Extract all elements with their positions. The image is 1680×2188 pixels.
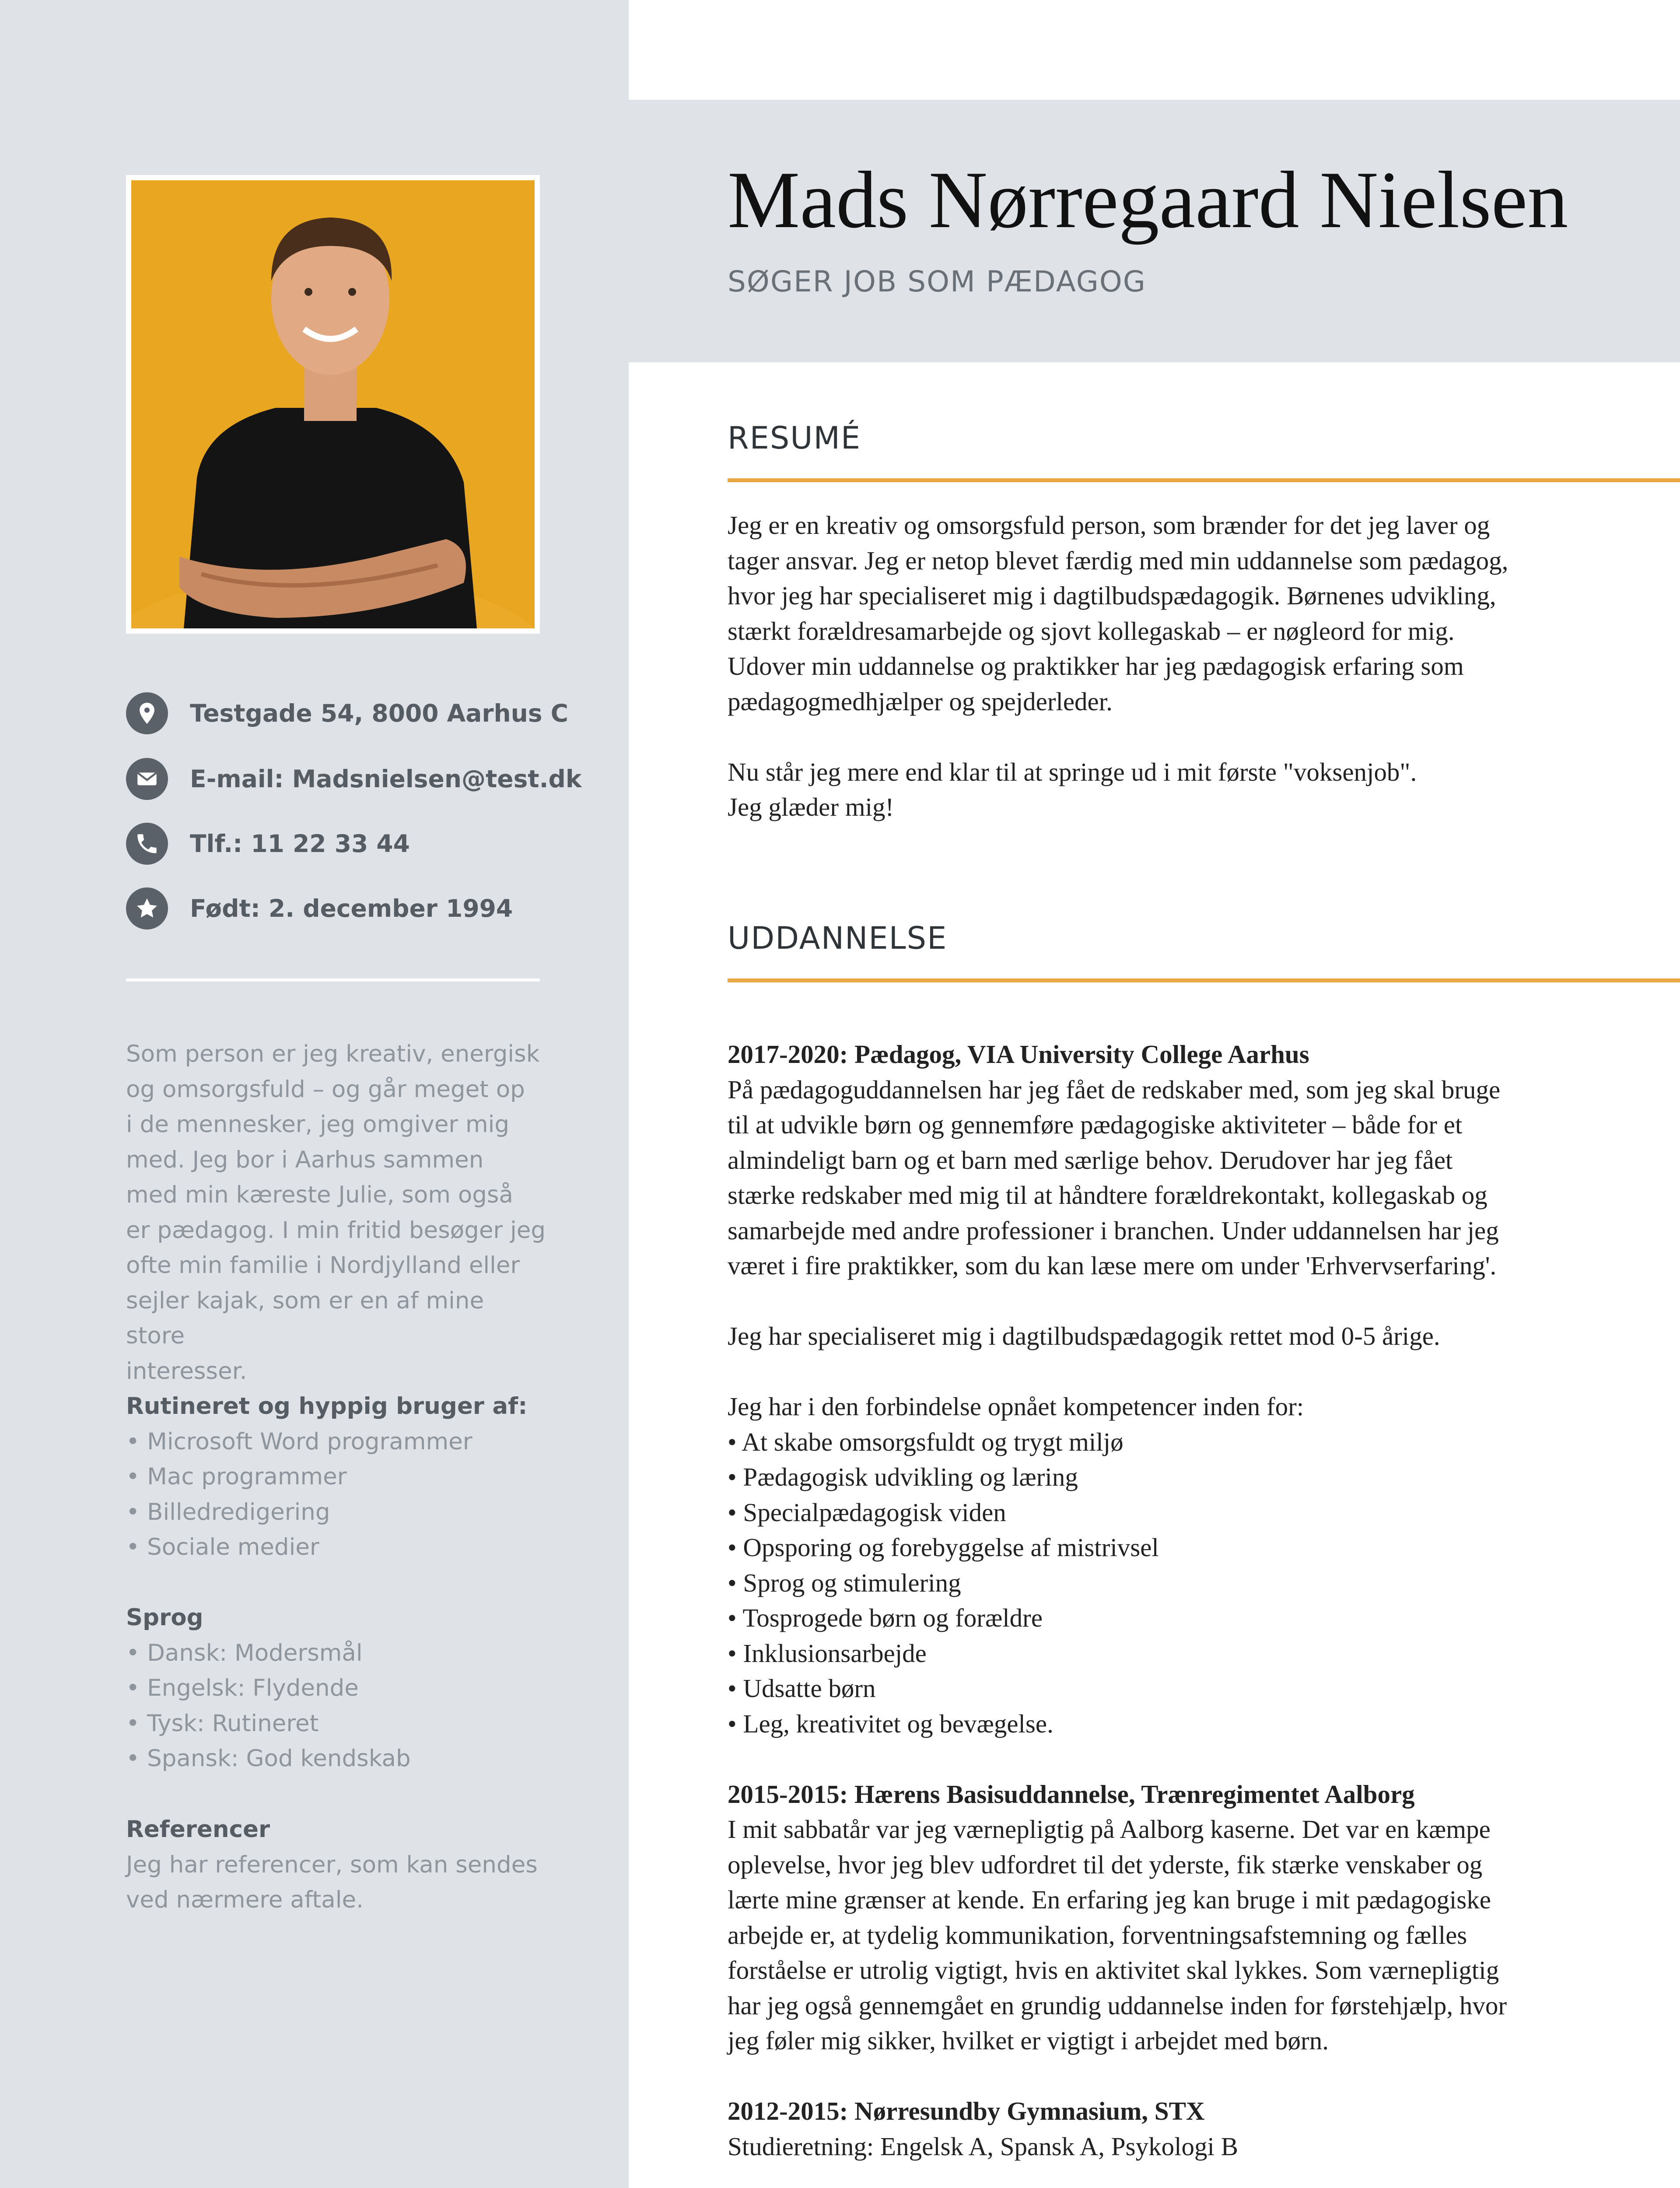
skill-item: • Sociale medier [126, 1530, 546, 1565]
language-item: • Tysk: Rutineret [126, 1706, 546, 1742]
education-line: stærke redskaber med mig til at håndtere forældrekontakt, kollegaskab og [728, 1181, 1488, 1210]
education-title: UDDANNELSE [728, 920, 948, 956]
resume-line: hvor jeg har specialiseret mig i dagtilbudspædagogik. Børnenes udvikling, [728, 581, 1496, 610]
resume-text [728, 508, 1611, 825]
competence-item: • Tosprogede børn og forældre [728, 1600, 1611, 1636]
contact-email [126, 757, 582, 801]
education-underline [728, 978, 1680, 982]
resume-title: RESUMÉ [728, 420, 861, 456]
language-item: • Dansk: Modersmål [126, 1636, 546, 1671]
about-line: med min kæreste Julie, som også [126, 1182, 513, 1208]
resume-line: Jeg glæder mig! [728, 792, 894, 821]
education-line: samarbejde med andre professioner i branchen. Under uddannelsen har jeg [728, 1216, 1499, 1245]
skill-item: • Billedredigering [126, 1495, 546, 1530]
education-line: På pædagoguddannelsen har jeg fået de redskaber med, som jeg skal bruge [728, 1075, 1501, 1104]
about-line: ofte min familie i Nordjylland eller [126, 1252, 520, 1279]
languages-section [126, 1600, 546, 1777]
skill-item: • Microsoft Word programmer [126, 1424, 546, 1460]
about-line: i de mennesker, jeg omgiver mig [126, 1111, 510, 1138]
competence-item: • Specialpædagogisk viden [728, 1495, 1611, 1530]
resume-line: Jeg er en kreativ og omsorgsfuld person, som brænder for det jeg laver og [728, 511, 1490, 540]
references-line: ved nærmere aftale. [126, 1886, 364, 1913]
education-line: arbejde er, at tydelig kommunikation, forventningsafstemning og fælles [728, 1920, 1467, 1950]
education-text [728, 1037, 1611, 2188]
contact-address [126, 691, 569, 735]
references-line: Jeg har referencer, som kan sendes [126, 1851, 538, 1878]
education-line: lærte mine grænser at kende. En erfaring jeg kan bruge i mit pædagogiske [728, 1885, 1491, 1914]
competence-item: • Inklusionsarbejde [728, 1636, 1611, 1671]
education-line: almindeligt barn og et barn med særlige behov. Derudover har jeg fået [728, 1145, 1453, 1175]
education-line: har jeg også gennemgået en grundig uddannelse inden for førstehjælp, hvor [728, 1991, 1507, 2020]
about-text [126, 1037, 546, 1389]
about-line: Som person er jeg kreativ, energisk [126, 1041, 540, 1067]
competence-item: • Pædagogisk udvikling og læring [728, 1459, 1611, 1495]
resume-underline [728, 478, 1680, 482]
skills-section [126, 1389, 546, 1565]
person-name: Mads Nørregaard Nielsen [728, 155, 1568, 245]
education-line: til at udvikle børn og gennemføre pædagogiske aktiviteter – både for et [728, 1110, 1463, 1139]
language-item: • Engelsk: Flydende [126, 1671, 546, 1706]
email-text[interactable]: E-mail: Madsnielsen@test.dk [190, 765, 582, 793]
about-line: er pædagog. I min fritid besøger jeg [126, 1217, 546, 1244]
skill-item: • Mac programmer [126, 1459, 546, 1495]
about-line: interesser. [126, 1357, 247, 1385]
job-subtitle: SØGER JOB SOM PÆDAGOG [728, 265, 1146, 298]
education-line: været i fire praktikker, som du kan læse mere om under 'Erhvervserfaring'. [728, 1251, 1497, 1280]
resume-line: Nu står jeg mere end klar til at springe ud i mit første "voksenjob". [728, 757, 1417, 786]
contact-birth [126, 887, 564, 930]
competence-list [728, 1424, 1611, 1742]
birth-text: Født: 2. december 1994 [190, 894, 513, 922]
resume-line: tager ansvar. Jeg er netop blevet færdig med min uddannelse som pædagog, [728, 546, 1508, 575]
languages-heading: Sprog [126, 1604, 203, 1631]
languages-list [126, 1636, 546, 1777]
about-line: sejler kajak, som er en af mine store [126, 1287, 484, 1349]
skills-list [126, 1424, 546, 1565]
skills-heading: Rutineret og hyppig bruger af: [126, 1393, 528, 1420]
education-line: jeg føler mig sikker, hvilket er vigtigt i arbejdet med børn. [728, 2026, 1329, 2055]
education-entry-title: 2015-2015: Hærens Basisuddannelse, Trænregimentet Aalborg [728, 1779, 1415, 1809]
education-line: oplevelse, hvor jeg blev udfordret til det yderste, fik stærke venskaber og [728, 1850, 1483, 1879]
education-line: Jeg har i den forbindelse opnået kompetencer inden for: [728, 1392, 1304, 1421]
profile-photo [126, 175, 540, 634]
education-line: Jeg har specialiseret mig i dagtilbudspædagogik rettet mod 0-5 årige. [728, 1322, 1440, 1350]
competence-item: • Udsatte børn [728, 1671, 1611, 1706]
references-section [126, 1812, 546, 1918]
star-icon [126, 887, 168, 929]
competence-item: • At skabe omsorgsfuldt og trygt miljø [728, 1424, 1611, 1460]
envelope-icon [126, 758, 168, 800]
education-line: Studieretning: Engelsk A, Spansk A, Psykologi B [728, 2132, 1238, 2161]
resume-line: stærkt forældresamarbejde og sjovt kollegaskab – er nøgleord for mig. [728, 616, 1455, 645]
language-item: • Spansk: God kendskab [126, 1741, 546, 1777]
education-entry-title: 2017-2020: Pædagog, VIA University College Aarhus [728, 1040, 1309, 1069]
competence-item: • Opsporing og forebyggelse af mistrivsel [728, 1530, 1611, 1565]
references-heading: Referencer [126, 1816, 270, 1843]
competence-item: • Leg, kreativitet og bevægelse. [728, 1706, 1611, 1742]
resume-line: pædagogmedhjælper og spejderleder. [728, 687, 1113, 716]
education-entry-title: 2012-2015: Nørresundby Gymnasium, STX [728, 2097, 1205, 2125]
resume-line: Udover min uddannelse og praktikker har jeg pædagogisk erfaring som [728, 652, 1464, 680]
education-line: forståelse er utrolig vigtigt, hvis en aktivitet skal lykkes. Som værnepligtig [728, 1956, 1499, 1985]
competence-item: • Sprog og stimulering [728, 1565, 1611, 1601]
contact-phone [126, 822, 564, 866]
about-line: med. Jeg bor i Aarhus sammen [126, 1146, 484, 1173]
sidebar-divider [126, 978, 540, 982]
address-text: Testgade 54, 8000 Aarhus C [190, 699, 569, 727]
phone-icon [126, 823, 168, 865]
location-pin-icon [126, 692, 168, 734]
about-line: og omsorgsfuld – og går meget op [126, 1076, 525, 1103]
education-line: I mit sabbatår var jeg værnepligtig på Aalborg kaserne. Det var en kæmpe [728, 1815, 1491, 1844]
phone-text[interactable]: Tlf.: 11 22 33 44 [190, 830, 410, 858]
